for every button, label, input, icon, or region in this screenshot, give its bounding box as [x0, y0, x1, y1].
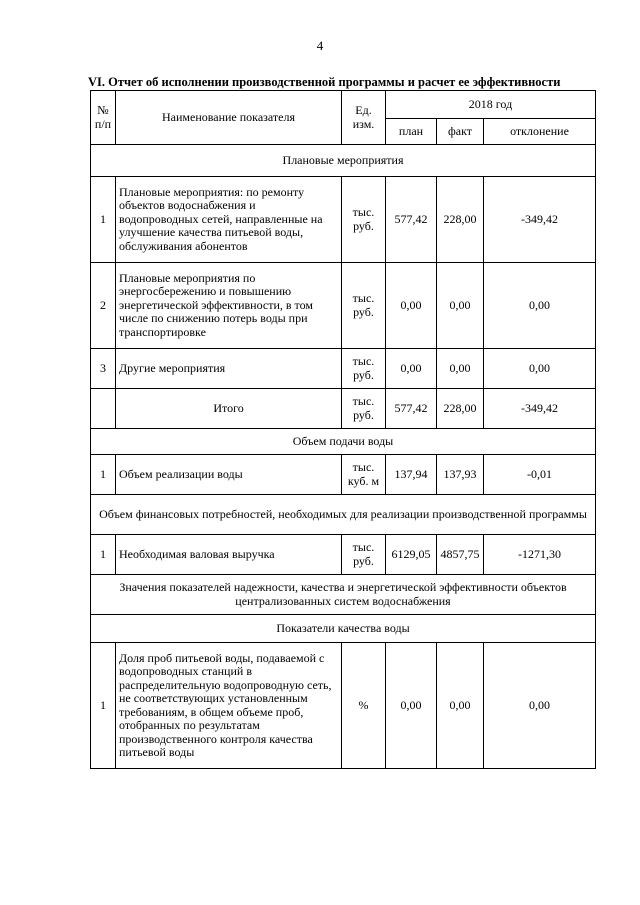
row-name: Объем реализации воды: [116, 455, 342, 495]
row-name: Плановые мероприятия: по ремонту объектов водоснабжения и водопроводных сетей, направленные на улучшение качества питьевой воды, обслуживания абонентов: [116, 177, 342, 263]
row-name: Итого: [116, 389, 342, 429]
table-row: [91, 535, 596, 575]
header-deviation: отклонение: [484, 119, 596, 145]
header-num: № п/п: [91, 91, 116, 145]
section-reliability: Значения показателей надежности, качества и энергетической эффективности объектов централизованных систем водоснабжения: [91, 575, 596, 615]
row-deviation: -349,42: [484, 177, 596, 263]
row-unit: тыс. руб.: [342, 263, 386, 349]
section-row: [91, 615, 596, 643]
row-num: 1: [91, 643, 116, 769]
row-fact: 0,00: [437, 263, 484, 349]
row-unit: тыс. куб. м: [342, 455, 386, 495]
row-num: [91, 389, 116, 429]
row-unit: тыс. руб.: [342, 389, 386, 429]
row-fact: 0,00: [437, 643, 484, 769]
table-row: [91, 349, 596, 389]
row-unit: тыс. руб.: [342, 349, 386, 389]
row-plan: 577,42: [386, 177, 437, 263]
row-plan: 0,00: [386, 643, 437, 769]
row-deviation: 0,00: [484, 263, 596, 349]
header-year: 2018 год: [386, 91, 596, 119]
row-num: 1: [91, 535, 116, 575]
report-table: [90, 90, 596, 769]
header-row-1: [91, 91, 596, 119]
row-deviation: 0,00: [484, 643, 596, 769]
row-plan: 577,42: [386, 389, 437, 429]
table-row: [91, 177, 596, 263]
section-row: [91, 145, 596, 177]
section-row: [91, 495, 596, 535]
page-number: 4: [316, 38, 324, 53]
header-unit: Ед. изм.: [342, 91, 386, 145]
section-title: VI. Отчет об исполнении производственной программы и расчет ее эффективности: [88, 75, 561, 89]
row-name: Необходимая валовая выручка: [116, 535, 342, 575]
row-plan: 0,00: [386, 263, 437, 349]
row-name: Доля проб питьевой воды, подаваемой с водопроводных станций в распределительную водопроводную сеть, не соответствующих установленным требованиям, в общем объеме проб, отобранных по результатам производственного контроля качества питьевой воды: [116, 643, 342, 769]
row-fact: 228,00: [437, 389, 484, 429]
row-fact: 4857,75: [437, 535, 484, 575]
row-deviation: 0,00: [484, 349, 596, 389]
row-plan: 137,94: [386, 455, 437, 495]
row-unit: тыс. руб.: [342, 535, 386, 575]
row-unit: тыс. руб.: [342, 177, 386, 263]
section-row: [91, 429, 596, 455]
row-name: Другие мероприятия: [116, 349, 342, 389]
row-fact: 137,93: [437, 455, 484, 495]
section-quality: Показатели качества воды: [91, 615, 596, 643]
header-name: Наименование показателя: [116, 91, 342, 145]
row-fact: 0,00: [437, 349, 484, 389]
total-row: [91, 389, 596, 429]
section-finance: Объем финансовых потребностей, необходимых для реализации производственной программы: [91, 495, 596, 535]
section-row: [91, 575, 596, 615]
header-plan: план: [386, 119, 437, 145]
table-row: [91, 455, 596, 495]
row-num: 1: [91, 177, 116, 263]
row-num: 1: [91, 455, 116, 495]
table-row: [91, 643, 596, 769]
row-name: Плановые мероприятия по энергосбережению и повышению энергетической эффективности, в том числе по снижению потерь воды при транспортировке: [116, 263, 342, 349]
section-planned: Плановые мероприятия: [91, 145, 596, 177]
section-supply: Объем подачи воды: [91, 429, 596, 455]
row-deviation: -0,01: [484, 455, 596, 495]
row-num: 2: [91, 263, 116, 349]
row-unit: %: [342, 643, 386, 769]
row-plan: 6129,05: [386, 535, 437, 575]
row-deviation: -1271,30: [484, 535, 596, 575]
row-fact: 228,00: [437, 177, 484, 263]
row-num: 3: [91, 349, 116, 389]
table-row: [91, 263, 596, 349]
header-fact: факт: [437, 119, 484, 145]
row-plan: 0,00: [386, 349, 437, 389]
row-deviation: -349,42: [484, 389, 596, 429]
